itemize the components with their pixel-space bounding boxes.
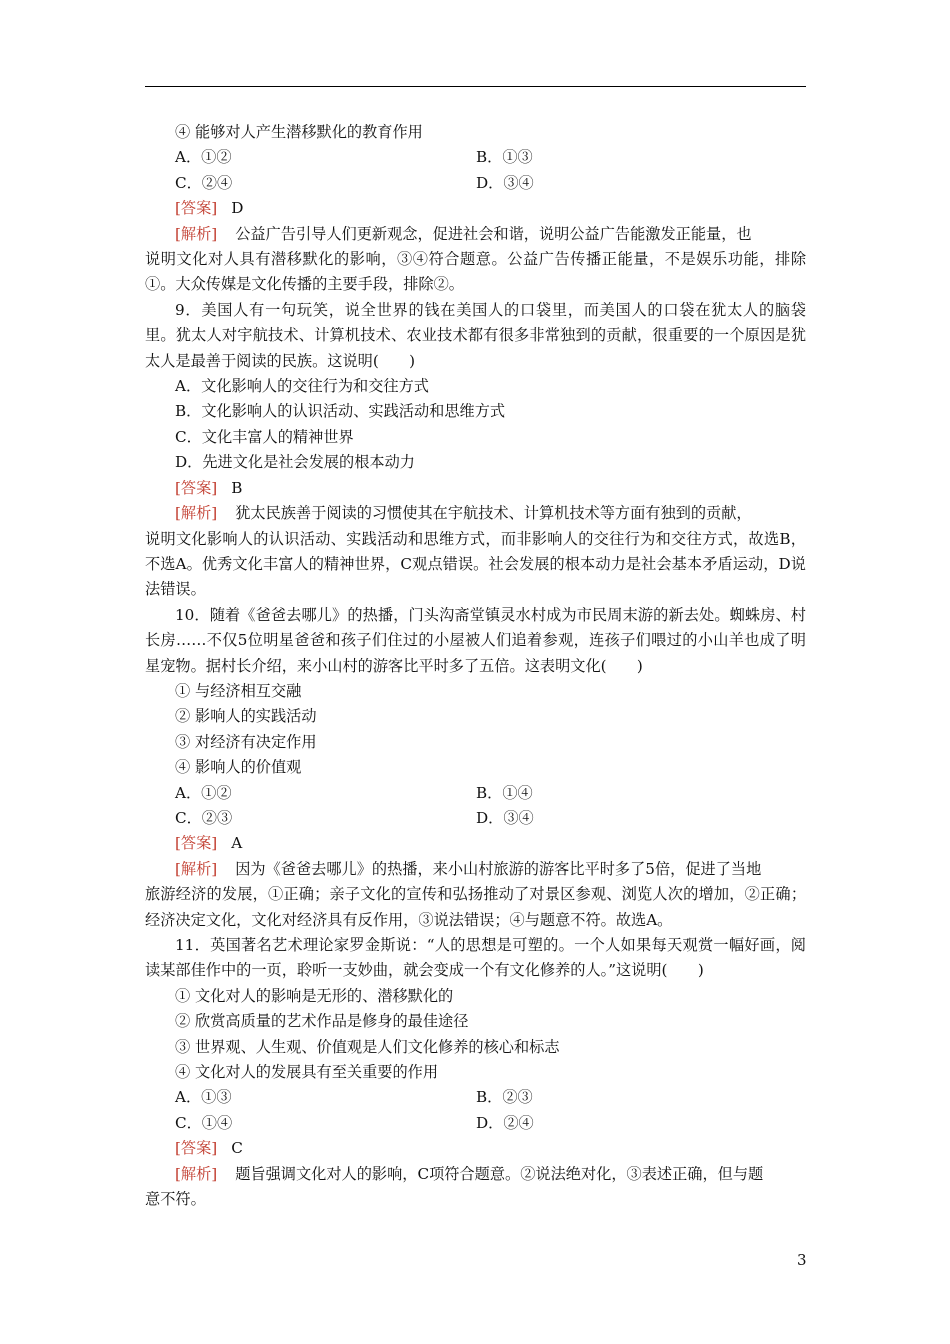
page-number: 3 [797,1251,807,1269]
q11-item-2: ② 欣赏高质量的艺术作品是修身的最佳途径 [175,1012,469,1031]
q10-analysis-line1 [145,857,806,882]
q8-analysis-rest: 说明文化对人具有潜移默化的影响，③④符合题意。公益广告传播正能量，不是娱乐功能，排除①。大众传媒是文化传播的主要手段，排除②。 [145,250,806,294]
q8-choices-row-2 [145,171,806,196]
q11-choice-d: D．②④ [476,1113,534,1132]
q10-choices-row-2 [145,806,806,831]
q10-analysis-rest: 旅游经济的发展，①正确；亲子文化的宣传和弘扬推动了对景区参观、浏览人次的增加，②正确；经济决定文化，文化对经济具有反作用，③说法错误；④与题意不符。故选A。 [145,885,806,929]
q10-choice-d: D．③④ [476,808,534,827]
q10-choice-c: C．②③ [175,808,233,827]
q11-analysis-line1 [145,1162,806,1187]
q11-analysis-rest: 意不符。 [145,1190,206,1209]
answer-tag: [答案] [175,834,218,853]
q8-option-4: ④ 能够对人产生潜移默化的教育作用 [175,123,423,141]
q9-analysis-line1 [145,501,806,526]
q11-item-1: ① 文化对人的影响是无形的、潜移默化的 [175,986,454,1005]
q8-answer [145,196,806,221]
q10-item-4: ④ 影响人的价值观 [175,758,302,777]
q10-choices-row-1 [145,781,806,806]
q9-option-c: C．文化丰富人的精神世界 [175,427,354,446]
answer-tag: [答案] [175,478,218,497]
q8-choice-d: D．③④ [476,173,534,192]
q9-stem: 9．美国人有一句玩笑，说全世界的钱在美国人的口袋里，而美国人的口袋在犹太人的脑袋里。犹太人对宇航技术、计算机技术、农业技术都有很多非常独到的贡献，很重要的一个原因是犹太人是最善于阅读的民族。这说明( ) [145,300,806,370]
q10-answer [145,831,806,856]
q10-item-2: ② 影响人的实践活动 [175,707,317,726]
q9-answer [145,476,806,501]
analysis-tag: [解析] [175,504,218,523]
answer-value: B [231,478,243,497]
header-rule [145,86,806,87]
analysis-text: 因为《爸爸去哪儿》的热播，来小山村旅游的游客比平时多了5倍，促进了当地 [235,859,762,878]
answer-value: C [231,1139,243,1158]
q11-choice-c: C．①④ [175,1113,233,1132]
q9-analysis-rest: 说明文化影响人的认识活动、实践活动和思维方式，而非影响人的交往行为和交往方式，故选B，不选A。优秀文化丰富人的精神世界，C观点错误。社会发展的根本动力是社会基本矛盾运动，D说法错误。 [145,529,806,599]
answer-tag: [答案] [175,199,218,218]
q8-choices-row-1 [145,145,806,170]
q11-answer [145,1136,806,1161]
q9-option-b: B．文化影响人的认识活动、实践活动和思维方式 [175,402,506,421]
q11-item-3: ③ 世界观、人生观、价值观是人们文化修养的核心和标志 [175,1037,560,1056]
q10-item-1: ① 与经济相互交融 [175,681,302,700]
answer-value: D [231,199,244,218]
analysis-text: 题旨强调文化对人的影响，C项符合题意。②说法绝对化，③表述正确，但与题 [235,1164,764,1183]
q8-choice-a: A．①② [175,148,232,167]
q9-option-d: D．先进文化是社会发展的根本动力 [175,453,415,472]
answer-tag: [答案] [175,1139,218,1158]
q10-choice-b: B．①④ [476,783,533,802]
q10-item-3: ③ 对经济有决定作用 [175,732,317,751]
q8-choice-b: B．①③ [476,148,533,167]
q8-analysis-line1 [145,222,806,247]
analysis-tag: [解析] [175,224,218,243]
analysis-tag: [解析] [175,1164,218,1183]
q11-item-4: ④ 文化对人的发展具有至关重要的作用 [175,1063,439,1082]
analysis-tag: [解析] [175,859,218,878]
q10-stem: 10．随着《爸爸去哪儿》的热播，门头沟斋堂镇灵水村成为市民周末游的新去处。蜘蛛房、村长房……不仅5位明星爸爸和孩子们住过的小屋被人们追着参观，连孩子们喂过的小山羊也成了明星宠物。据村长介绍，来小山村的游客比平时多了五倍。这表明文化( ) [145,605,806,675]
q11-choice-b: B．②③ [476,1088,533,1107]
page-content [145,120,806,1212]
q11-choices-row-1 [145,1085,806,1110]
analysis-text: 犹太民族善于阅读的习惯使其在宇航技术、计算机技术等方面有独到的贡献， [235,504,752,523]
q11-choice-a: A．①③ [175,1088,232,1107]
answer-value: A [231,834,243,853]
q8-choice-c: C．②④ [175,173,233,192]
q10-choice-a: A．①② [175,783,232,802]
q9-option-a: A．文化影响人的交往行为和交往方式 [175,377,429,396]
q11-stem: 11．英国著名艺术理论家罗金斯说：“人的思想是可塑的。一个人如果每天观赏一幅好画，阅读某部佳作中的一页，聆听一支妙曲，就会变成一个有文化修养的人。”这说明( ) [145,936,806,980]
analysis-text: 公益广告引导人们更新观念，促进社会和谐，说明公益广告能激发正能量，也 [235,224,752,243]
q11-choices-row-2 [145,1111,806,1136]
